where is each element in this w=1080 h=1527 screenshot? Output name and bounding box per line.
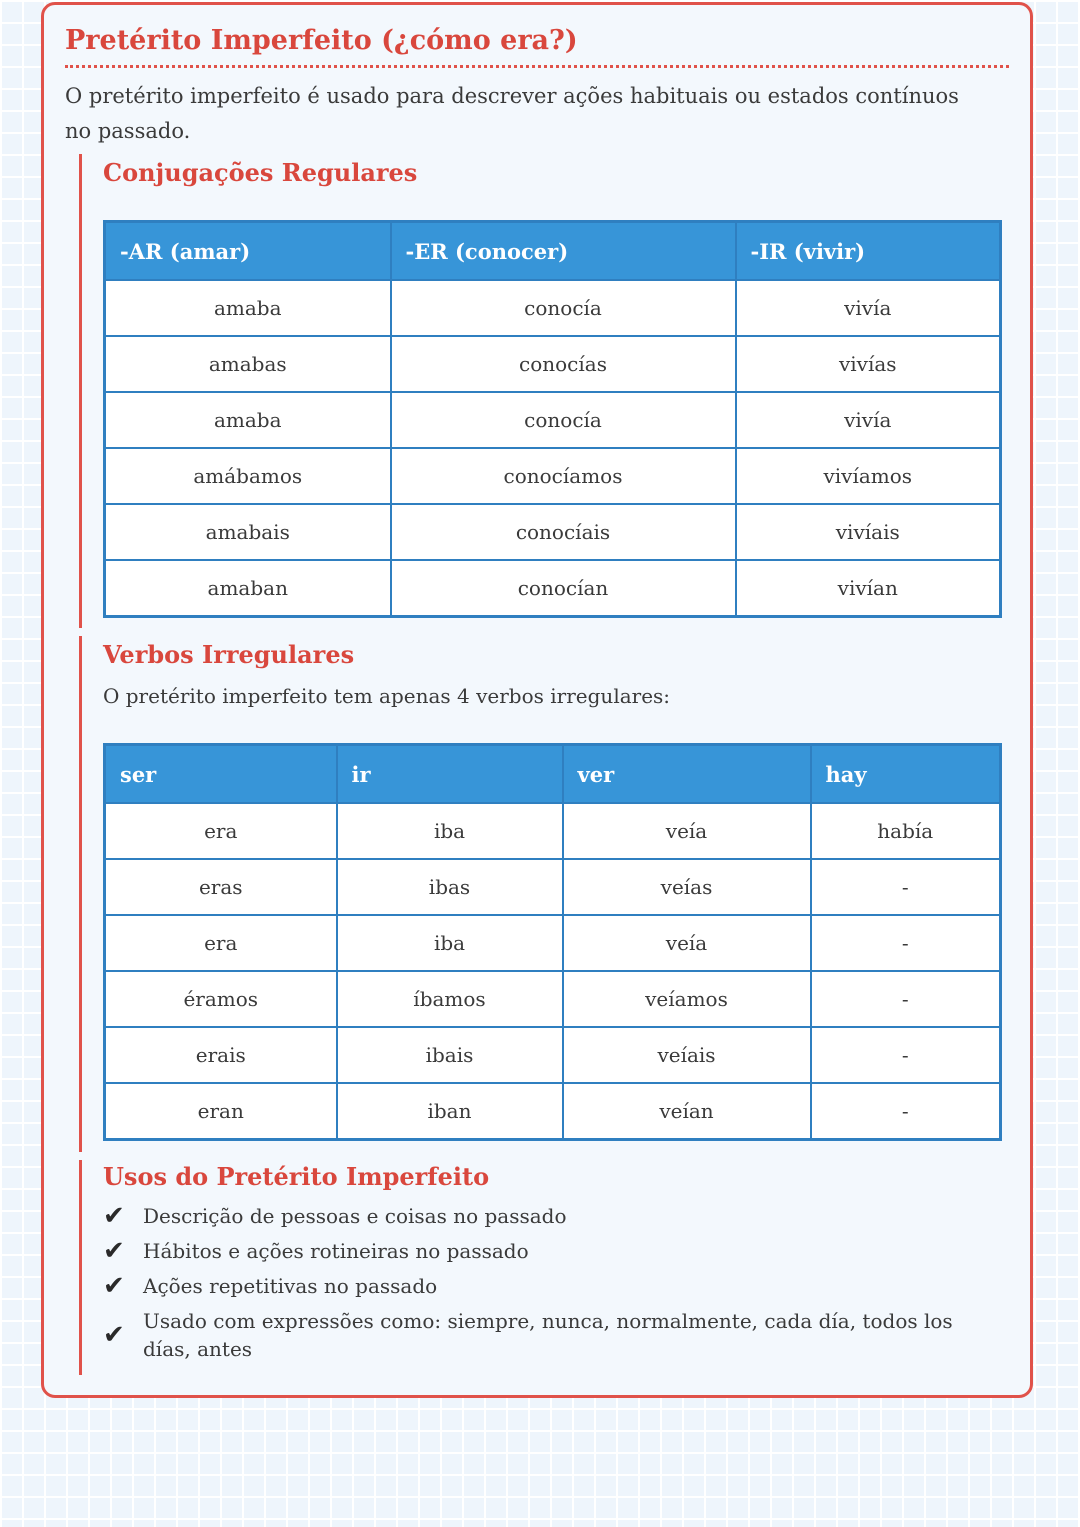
list-item-text: Usado com expressões como: siempre, nunca, normalmente, cada día, todos los días, antes: [143, 1309, 953, 1361]
irregular-conjugation-table: [103, 743, 1002, 1141]
table-cell: vivía: [736, 392, 1001, 448]
table-cell: éramos: [105, 971, 337, 1027]
table-cell: veían: [563, 1083, 811, 1140]
table-row: [105, 392, 1001, 448]
table-cell: conocías: [391, 336, 736, 392]
list-item: [103, 1237, 963, 1265]
table-cell: conocía: [391, 280, 736, 336]
table-cell: -: [811, 1083, 1001, 1140]
checkmark-icon: ✔: [103, 1201, 125, 1231]
table-cell: era: [105, 803, 337, 859]
table-cell: eras: [105, 859, 337, 915]
table-cell: amaban: [105, 560, 391, 617]
checkmark-icon: ✔: [103, 1320, 125, 1350]
table-cell: amabais: [105, 504, 391, 560]
table-cell: amaba: [105, 280, 391, 336]
table-row: [105, 336, 1001, 392]
table-cell: íbamos: [337, 971, 563, 1027]
table-row: [105, 448, 1001, 504]
irregular-description: O pretérito imperfeito tem apenas 4 verbos irregulares:: [103, 684, 671, 708]
irregular-section-title: Verbos Irregulares: [103, 640, 355, 669]
list-item-text: Ações repetitivas no passado: [143, 1274, 438, 1298]
table-row: [105, 971, 1001, 1027]
column-header-ir: -IR (vivir): [736, 222, 1001, 281]
table-cell: erais: [105, 1027, 337, 1083]
table-row: [105, 859, 1001, 915]
table-cell: iban: [337, 1083, 563, 1140]
content-card: [41, 2, 1033, 1398]
list-item-text: Descrição de pessoas e coisas no passado: [143, 1204, 567, 1228]
uses-section-title: Usos do Pretérito Imperfeito: [103, 1162, 490, 1191]
table-row: [105, 1083, 1001, 1140]
table-row: [105, 560, 1001, 617]
table-cell: -: [811, 971, 1001, 1027]
table-cell: amabas: [105, 336, 391, 392]
table-row: [105, 504, 1001, 560]
column-header-ser: ser: [105, 745, 337, 804]
regular-conjugation-table: [103, 220, 1002, 618]
table-cell: vivía: [736, 280, 1001, 336]
table-row: [105, 280, 1001, 336]
table-row: [105, 803, 1001, 859]
checkmark-icon: ✔: [103, 1236, 125, 1266]
table-cell: -: [811, 859, 1001, 915]
irregular-verbs-section: [79, 636, 934, 1152]
table-cell: vivíais: [736, 504, 1001, 560]
table-cell: iba: [337, 803, 563, 859]
table-cell: había: [811, 803, 1001, 859]
table-cell: conocían: [391, 560, 736, 617]
table-cell: vivías: [736, 336, 1001, 392]
table-cell: amaba: [105, 392, 391, 448]
table-cell: conocía: [391, 392, 736, 448]
table-cell: ibais: [337, 1027, 563, 1083]
checkmark-icon: ✔: [103, 1271, 125, 1301]
table-cell: veía: [563, 915, 811, 971]
table-row: [105, 1027, 1001, 1083]
table-header-row: [105, 222, 1001, 281]
column-header-er: -ER (conocer): [391, 222, 736, 281]
table-cell: era: [105, 915, 337, 971]
table-cell: veíais: [563, 1027, 811, 1083]
uses-section: [79, 1160, 953, 1375]
table-cell: -: [811, 915, 1001, 971]
column-header-ar: -AR (amar): [105, 222, 391, 281]
table-row: [105, 915, 1001, 971]
list-item: [103, 1272, 963, 1300]
table-cell: veías: [563, 859, 811, 915]
regular-conjugations-section: [79, 154, 913, 628]
table-cell: eran: [105, 1083, 337, 1140]
list-item: [103, 1307, 963, 1363]
list-item-text: Hábitos e ações rotineiras no passado: [143, 1239, 529, 1263]
table-cell: vivían: [736, 560, 1001, 617]
regular-section-title: Conjugações Regulares: [103, 158, 418, 187]
list-item: [103, 1202, 963, 1230]
table-cell: -: [811, 1027, 1001, 1083]
table-cell: veía: [563, 803, 811, 859]
table-cell: conocíamos: [391, 448, 736, 504]
table-cell: conocíais: [391, 504, 736, 560]
column-header-ir: ir: [337, 745, 563, 804]
column-header-hay: hay: [811, 745, 1001, 804]
table-cell: iba: [337, 915, 563, 971]
table-cell: ibas: [337, 859, 563, 915]
table-cell: amábamos: [105, 448, 391, 504]
intro-text: O pretérito imperfeito é usado para descrever ações habituais ou estados contínuos no passado.: [65, 84, 959, 143]
column-header-ver: ver: [563, 745, 811, 804]
title-divider: [65, 65, 1009, 68]
table-cell: vivíamos: [736, 448, 1001, 504]
table-cell: veíamos: [563, 971, 811, 1027]
uses-list: [103, 1202, 963, 1370]
page-title: Pretérito Imperfeito (¿cómo era?): [65, 25, 578, 56]
table-header-row: [105, 745, 1001, 804]
